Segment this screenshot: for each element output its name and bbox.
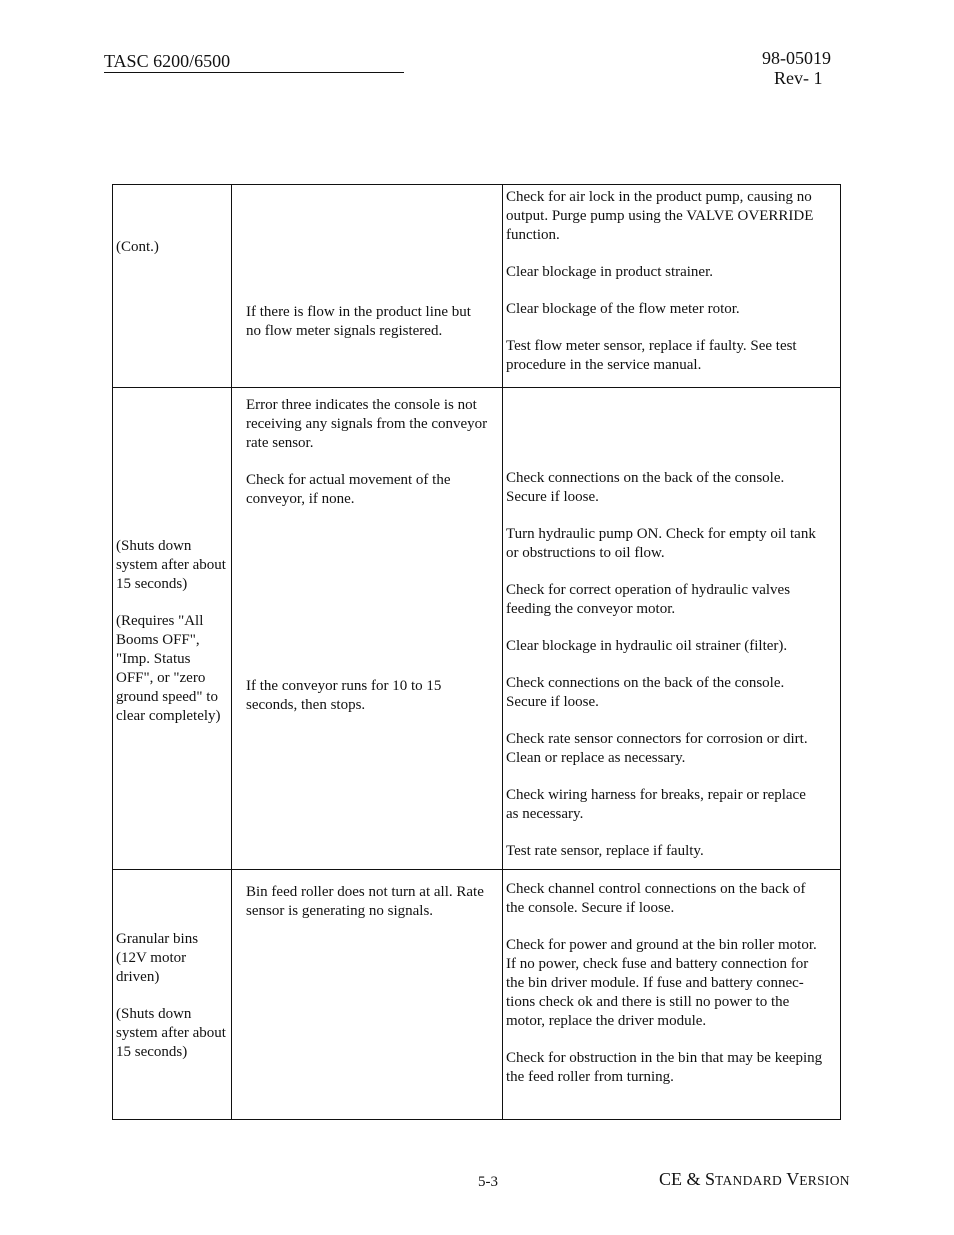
remedy-line: feeding the conveyor motor.	[506, 601, 676, 617]
remedy-line: Check for correct operation of hydraulic valves	[506, 582, 791, 598]
symptom-line: rate sensor.	[246, 435, 314, 451]
condition-line: Granular bins	[116, 931, 199, 947]
row2-symptom-bottom	[246, 677, 500, 715]
row-divider-2	[113, 869, 840, 870]
version-label	[659, 1169, 850, 1190]
row1-remedies	[506, 188, 840, 375]
troubleshooting-table	[112, 184, 841, 1120]
condition-line: system after about	[116, 557, 226, 573]
remedy-line: Secure if loose.	[506, 694, 599, 710]
symptom-line: seconds, then stops.	[246, 697, 366, 713]
condition-line: (Shuts down	[116, 538, 192, 554]
row3-symptom	[246, 883, 500, 921]
remedy-line: If no power, check fuse and battery connection for	[506, 956, 809, 972]
document-number-block	[762, 48, 852, 88]
condition-line: 15 seconds)	[116, 576, 188, 592]
remedy-line: tions check ok and there is still no power to the	[506, 994, 790, 1010]
version-v: V	[786, 1169, 800, 1189]
remedy-line: Check connections on the back of the console.	[506, 675, 785, 691]
remedy-line: or obstructions to oil flow.	[506, 545, 665, 561]
remedy-line: Clear blockage in product strainer.	[506, 264, 714, 280]
condition-line: (Shuts down	[116, 1006, 192, 1022]
symptom-line: If the conveyor runs for 10 to 15	[246, 678, 442, 694]
condition-line: ground speed" to	[116, 689, 218, 705]
row2-condition	[116, 537, 231, 726]
column-divider-2	[502, 185, 503, 1119]
remedy-line: Check for air lock in the product pump, causing no	[506, 189, 812, 205]
remedy-line: Turn hydraulic pump ON. Check for empty oil tank	[506, 526, 816, 542]
row1-condition	[116, 238, 228, 257]
condition-line: system after about	[116, 1025, 226, 1041]
row-divider-1	[113, 387, 840, 388]
remedy-line: Secure if loose.	[506, 489, 599, 505]
remedy-line: the bin driver module. If fuse and battery connec-	[506, 975, 804, 991]
remedy-line: Clear blockage in hydraulic oil strainer (filter).	[506, 638, 788, 654]
remedy-line: Test flow meter sensor, replace if faulty. See test	[506, 338, 797, 354]
remedy-line: function.	[506, 227, 560, 243]
remedy-line: Clear blockage of the flow meter rotor.	[506, 301, 740, 317]
condition-line: OFF", or "zero	[116, 670, 206, 686]
row1-symptom-line: no flow meter signals registered.	[246, 323, 443, 339]
condition-line: clear completely)	[116, 708, 221, 724]
condition-line: (Requires "All	[116, 613, 204, 629]
remedy-line: Check channel control connections on the back of	[506, 881, 806, 897]
row1-symptom-line: If there is flow in the product line but	[246, 304, 471, 320]
remedy-line: Check for obstruction in the bin that may be keeping	[506, 1050, 823, 1066]
remedy-line: Check rate sensor connectors for corrosion or dirt.	[506, 731, 808, 747]
row1-condition-text: (Cont.)	[116, 239, 159, 255]
remedy-line: as necessary.	[506, 806, 584, 822]
row2-remedies	[506, 469, 840, 861]
remedy-line: Check connections on the back of the console.	[506, 470, 785, 486]
version-tandard: TANDARD	[715, 1173, 783, 1188]
symptom-line: conveyor, if none.	[246, 491, 355, 507]
document-number: 98-05019	[762, 48, 831, 68]
revision-label: Rev- 1	[774, 68, 823, 88]
remedy-line: the console. Secure if loose.	[506, 900, 675, 916]
version-s: S	[705, 1169, 716, 1189]
column-divider-1	[231, 185, 232, 1119]
row2-symptom-top	[246, 396, 500, 509]
remedy-line: Clean or replace as necessary.	[506, 750, 686, 766]
document-title: TASC 6200/6500	[104, 51, 404, 73]
symptom-line: Error three indicates the console is not	[246, 397, 477, 413]
remedy-line: the feed roller from turning.	[506, 1069, 674, 1085]
remedy-line: Check wiring harness for breaks, repair or replace	[506, 787, 806, 803]
page-number: 5-3	[478, 1174, 498, 1190]
symptom-line: sensor is generating no signals.	[246, 903, 434, 919]
condition-line: 15 seconds)	[116, 1044, 188, 1060]
row3-condition	[116, 930, 231, 1062]
remedy-line: motor, replace the driver module.	[506, 1013, 707, 1029]
remedy-line: Check for power and ground at the bin roller motor.	[506, 937, 817, 953]
condition-line: "Imp. Status	[116, 651, 191, 667]
symptom-line: Check for actual movement of the	[246, 472, 451, 488]
row3-remedies	[506, 880, 840, 1087]
version-ersion: ERSION	[799, 1173, 850, 1188]
condition-line: (12V motor	[116, 950, 187, 966]
condition-line: Booms OFF",	[116, 632, 200, 648]
condition-line: driven)	[116, 969, 160, 985]
symptom-line: receiving any signals from the conveyor	[246, 416, 488, 432]
remedy-line: procedure in the service manual.	[506, 357, 702, 373]
remedy-line: Test rate sensor, replace if faulty.	[506, 843, 704, 859]
row1-symptom	[246, 303, 500, 341]
version-ce: CE &	[659, 1169, 701, 1189]
remedy-line: output. Purge pump using the VALVE OVERRIDE	[506, 208, 814, 224]
symptom-line: Bin feed roller does not turn at all. Rate	[246, 884, 484, 900]
